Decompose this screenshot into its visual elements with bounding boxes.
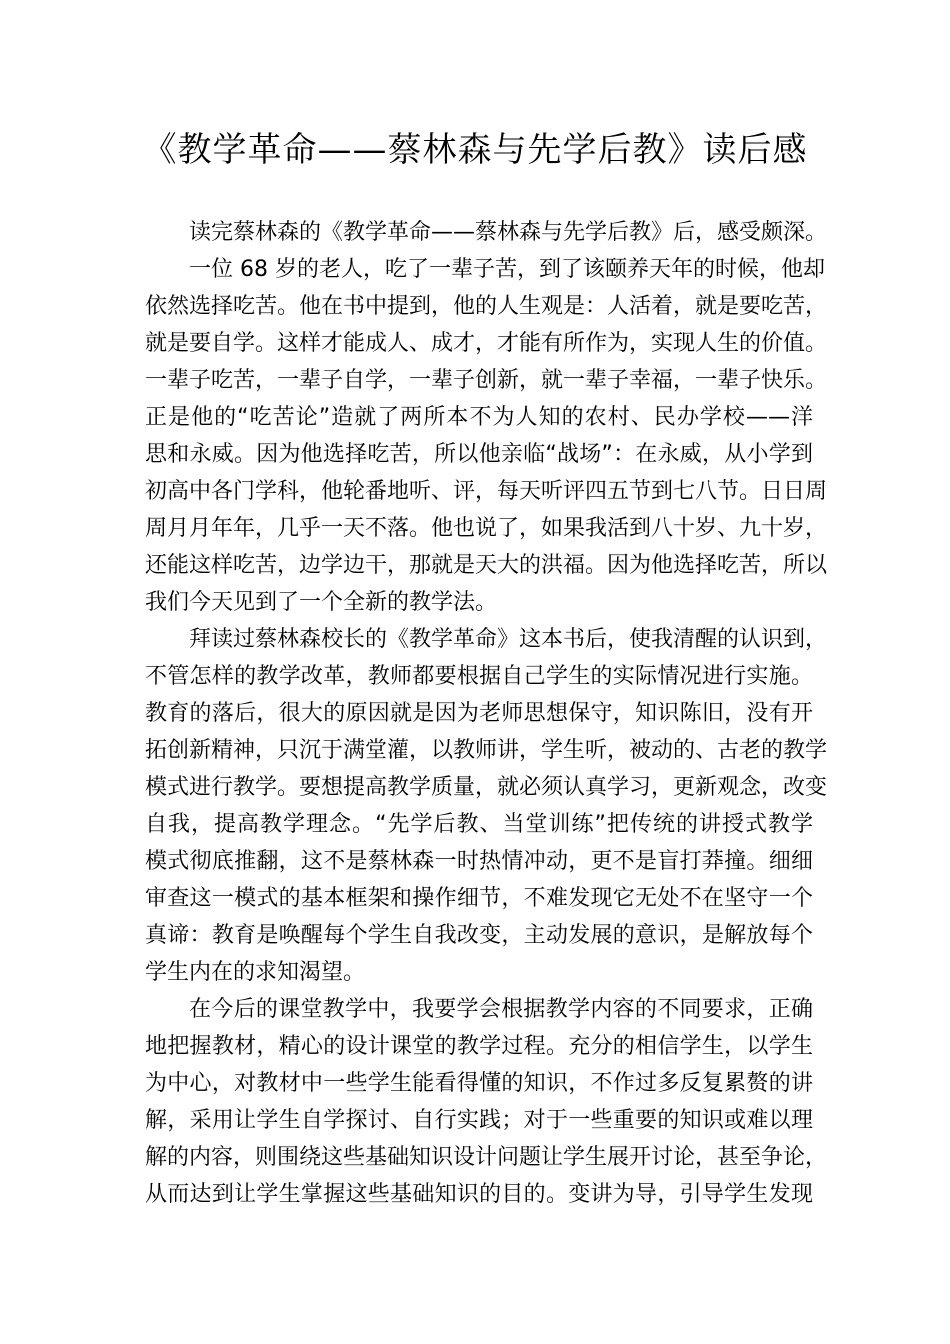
text-line: 拓创新精神，只沉于满堂灌，以教师讲，学生听，被动的、古老的教学 (145, 738, 828, 763)
text-line: 依然选择吃苦。他在书中提到，他的人生观是：人活着，就是要吃苦， (145, 294, 828, 319)
text-line: 从而达到让学生掌握这些基础知识的目的。变讲为导，引导学生发现 (145, 1182, 813, 1207)
text-line: 模式彻底推翻，这不是蔡林森一时热情冲动，更不是盲打莽撞。细细 (145, 849, 813, 874)
text-line: 教育的落后，很大的原因就是因为老师思想保守，知识陈旧，没有开 (145, 701, 813, 726)
text-line: 思和永威。因为他选择吃苦，所以他亲临“战场”：在永威，从小学到 (145, 442, 813, 467)
text-line: 周月月年年，几乎一天不落。他也说了，如果我活到八十岁、九十岁， (145, 516, 828, 541)
document-body (145, 214, 828, 1213)
text-line: 解的内容，则围绕这些基础知识设计问题让学生展开讨论，甚至争论， (145, 1145, 828, 1170)
text-line: 模式进行教学。要想提高教学质量，就必须认真学习，更新观念，改变 (145, 775, 828, 800)
text-line: 正是他的“吃苦论”造就了两所本不为人知的农村、民办学校——洋 (145, 405, 813, 430)
text-line: 不管怎样的教学改革，教师都要根据自己学生的实际情况进行实施。 (145, 664, 813, 689)
text-line: 真谛：教育是唤醒每个学生自我改变，主动发展的意识，是解放每个 (145, 923, 813, 948)
text-line: 就是要自学。这样才能成人、成才，才能有所作为，实现人生的价值。 (145, 331, 828, 356)
text-line: 在今后的课堂教学中，我要学会根据教学内容的不同要求，正确 (189, 997, 813, 1022)
text-line: 一辈子吃苦，一辈子自学，一辈子创新，就一辈子幸福，一辈子快乐。 (145, 368, 828, 393)
text-line: 地把握教材，精心的设计课堂的教学过程。充分的相信学生，以学生 (145, 1034, 813, 1059)
text-line: 一位 68 岁的老人，吃了一辈子苦，到了该颐养天年的时候，他却 (189, 257, 825, 282)
text-line: 为中心，对教材中一些学生能看得懂的知识，不作过多反复累赘的讲 (145, 1071, 813, 1096)
text-line: 学生内在的求知渴望。 (145, 960, 366, 985)
document-title: 《教学革命——蔡林森与先学后教》读后感 (142, 130, 808, 170)
text-line: 初高中各门学科，他轮番地听、评，每天听评四五节到七八节。日日周 (145, 479, 828, 504)
text-line: 自我，提高教学理念。“先学后教、当堂训练”把传统的讲授式教学 (145, 812, 813, 837)
text-line: 解，采用让学生自学探讨、自行实践；对于一些重要的知识或难以理 (145, 1108, 813, 1133)
text-line: 审查这一模式的基本框架和操作细节，不难发现它无处不在坚守一个 (145, 886, 813, 911)
text-line: 还能这样吃苦，边学边干，那就是天大的洪福。因为他选择吃苦，所以 (145, 553, 828, 578)
text-line: 拜读过蔡林森校长的《教学革命》这本书后，使我清醒的认识到， (189, 627, 828, 652)
text-line: 我们今天见到了一个全新的教学法。 (145, 590, 498, 615)
text-line: 读完蔡林森的《教学革命——蔡林森与先学后教》后，感受颇深。 (189, 220, 828, 245)
